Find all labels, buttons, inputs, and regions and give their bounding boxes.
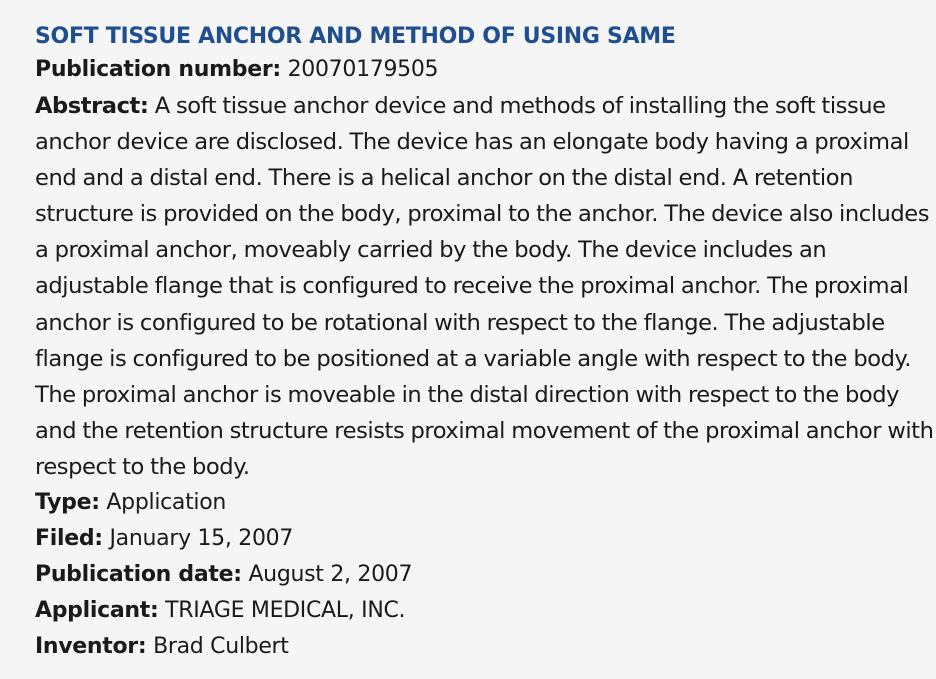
filed-label: Filed: [35, 526, 103, 552]
filed-value: January 15, 2007 [109, 526, 294, 552]
applicant-label: Applicant: [35, 598, 159, 624]
publication-date-label: Publication date: [35, 562, 242, 588]
publication-date-value: August 2, 2007 [248, 562, 413, 588]
type-label: Type: [35, 490, 100, 516]
inventor-row [35, 629, 925, 665]
abstract-row [35, 88, 936, 485]
publication-number-label: Publication number: [35, 57, 281, 82]
type-value: Application [106, 490, 227, 516]
filed-row [35, 521, 925, 557]
patent-record [35, 22, 934, 665]
abstract-label: Abstract: [35, 93, 149, 119]
type-row [35, 485, 925, 521]
patent-title[interactable]: SOFT TISSUE ANCHOR AND METHOD OF USING SAME [35, 24, 676, 49]
publication-number-row [35, 52, 925, 88]
applicant-row [35, 593, 925, 629]
abstract-text: A soft tissue anchor device and methods of installing the soft tissue anchor device are disclosed. The device has an elongate body having a proximal end and a distal end. There is a helical anchor on the distal end. A retention structure is provided on the body, proximal to the anchor. The device also includes a proximal anchor, moveably carried by the body. The device includes an adjustable flange that is configured to receive the proximal anchor. The proximal anchor is configured to be rotational with respect to the flange. The adjustable flange is configured to be positioned at a variable angle with respect to the body. The proximal anchor is moveable in the distal direction with respect to the body and the retention structure resists proximal movement of the proximal anchor with respect to the body. [35, 93, 934, 480]
publication-date-row [35, 557, 925, 593]
applicant-value: TRIAGE MEDICAL, INC. [165, 598, 406, 624]
publication-number-value: 20070179505 [287, 57, 439, 82]
inventor-value: Brad Culbert [153, 634, 289, 660]
inventor-label: Inventor: [35, 634, 147, 660]
